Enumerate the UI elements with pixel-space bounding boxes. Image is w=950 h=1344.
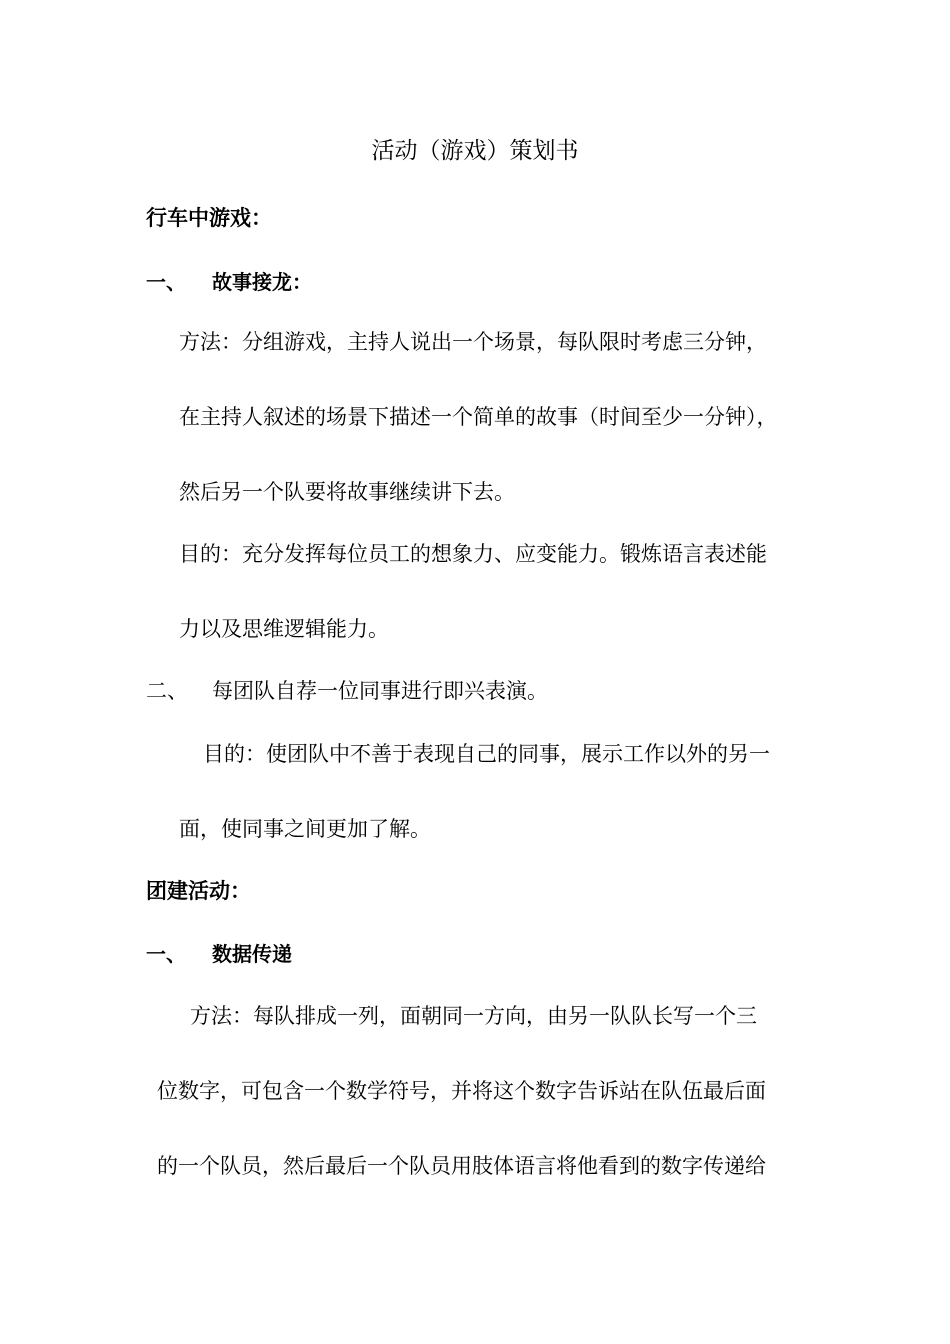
item-number: 一、 (146, 942, 186, 966)
paragraph-line: 方法：分组游戏，主持人说出一个场景，每队限时考虑三分钟， (179, 330, 767, 354)
item-heading-improv (146, 677, 548, 705)
section-heading-team-building: 团建活动： (146, 879, 251, 903)
item-number: 二、 (146, 679, 188, 703)
item-number: 一、 (146, 270, 186, 294)
paragraph-line: 目的：充分发挥每位员工的想象力、应变能力。锻炼语言表述能 (179, 542, 767, 566)
item-title: 每团队自荐一位同事进行即兴表演。 (212, 679, 548, 703)
item-heading-story-chain (146, 268, 312, 296)
document-title: 活动（游戏）策划书 (371, 138, 579, 164)
paragraph-line: 目的：使团队中不善于表现自己的同事，展示工作以外的另一 (203, 742, 770, 766)
item-title: 数据传递 (212, 942, 292, 966)
paragraph-line: 方法：每队排成一列，面朝同一方向，由另一队队长写一个三 (190, 1004, 757, 1028)
paragraph-line: 然后另一个队要将故事继续讲下去。 (179, 480, 515, 504)
paragraph-line: 的一个队员，然后最后一个队员用肢体语言将他看到的数字传递给 (157, 1154, 766, 1178)
paragraph-line: 位数字，可包含一个数学符号，并将这个数字告诉站在队伍最后面 (157, 1079, 766, 1103)
paragraph-line: 力以及思维逻辑能力。 (179, 617, 389, 641)
item-title: 故事接龙： (212, 270, 312, 294)
item-heading-data-relay (146, 940, 292, 968)
paragraph-line: 面，使同事之间更加了解。 (179, 817, 431, 841)
section-heading-driving-games: 行车中游戏： (146, 206, 272, 230)
paragraph-line: 在主持人叙述的场景下描述一个简单的故事（时间至少一分钟）， (179, 405, 778, 429)
